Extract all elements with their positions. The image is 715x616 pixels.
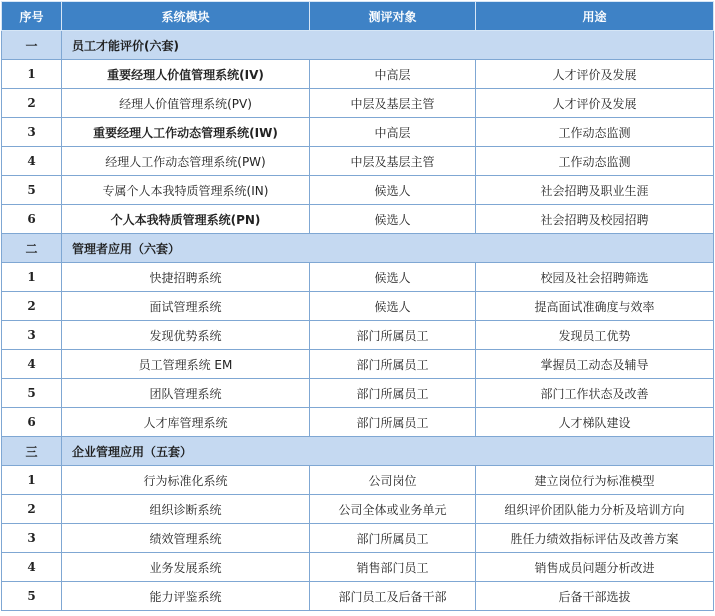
table-row [2, 292, 714, 321]
module-name: 专属个人本我特质管理系统(IN) [62, 176, 310, 205]
assessment-target: 部门员工及后备干部 [310, 582, 476, 611]
row-number: 1 [2, 263, 62, 292]
module-name: 发现优势系统 [62, 321, 310, 350]
row-number: 4 [2, 147, 62, 176]
row-number: 1 [2, 60, 62, 89]
usage: 组织评价团队能力分析及培训方向 [476, 495, 714, 524]
system-modules-table [1, 1, 714, 611]
section-index: 二 [2, 234, 62, 263]
assessment-target: 公司全体或业务单元 [310, 495, 476, 524]
assessment-target: 中高层 [310, 60, 476, 89]
usage: 掌握员工动态及辅导 [476, 350, 714, 379]
assessment-target: 部门所属员工 [310, 321, 476, 350]
assessment-target: 候选人 [310, 263, 476, 292]
table-row [2, 524, 714, 553]
section-title: 员工才能评价(六套) [62, 31, 714, 60]
usage: 工作动态监测 [476, 118, 714, 147]
row-number: 6 [2, 205, 62, 234]
assessment-target: 中层及基层主管 [310, 89, 476, 118]
row-number: 2 [2, 89, 62, 118]
section-index: 一 [2, 31, 62, 60]
module-name: 团队管理系统 [62, 379, 310, 408]
usage: 人才评价及发展 [476, 60, 714, 89]
assessment-target: 中层及基层主管 [310, 147, 476, 176]
usage: 提高面试准确度与效率 [476, 292, 714, 321]
module-name: 经理人工作动态管理系统(PW) [62, 147, 310, 176]
header-use: 用途 [476, 2, 714, 31]
row-number: 4 [2, 350, 62, 379]
table-row [2, 147, 714, 176]
assessment-target: 部门所属员工 [310, 408, 476, 437]
assessment-target: 候选人 [310, 176, 476, 205]
row-number: 5 [2, 379, 62, 408]
module-name: 人才库管理系统 [62, 408, 310, 437]
module-name: 能力评鉴系统 [62, 582, 310, 611]
row-number: 2 [2, 495, 62, 524]
assessment-target: 中高层 [310, 118, 476, 147]
table-row [2, 263, 714, 292]
assessment-target: 候选人 [310, 205, 476, 234]
table-row [2, 350, 714, 379]
table-row [2, 89, 714, 118]
usage: 社会招聘及校园招聘 [476, 205, 714, 234]
row-number: 3 [2, 118, 62, 147]
usage: 销售成员问题分析改进 [476, 553, 714, 582]
usage: 社会招聘及职业生涯 [476, 176, 714, 205]
header-no: 序号 [2, 2, 62, 31]
row-number: 5 [2, 582, 62, 611]
module-name: 绩效管理系统 [62, 524, 310, 553]
usage: 校园及社会招聘筛选 [476, 263, 714, 292]
table-row [2, 379, 714, 408]
module-name: 重要经理人价值管理系统(IV) [62, 60, 310, 89]
section-index: 三 [2, 437, 62, 466]
assessment-target: 销售部门员工 [310, 553, 476, 582]
header-module: 系统模块 [62, 2, 310, 31]
row-number: 3 [2, 321, 62, 350]
module-name: 员工管理系统 EM [62, 350, 310, 379]
row-number: 4 [2, 553, 62, 582]
usage: 发现员工优势 [476, 321, 714, 350]
section-title: 企业管理应用（五套） [62, 437, 714, 466]
row-number: 3 [2, 524, 62, 553]
table-row [2, 408, 714, 437]
row-number: 1 [2, 466, 62, 495]
module-name: 快捷招聘系统 [62, 263, 310, 292]
assessment-target: 部门所属员工 [310, 379, 476, 408]
table-row [2, 60, 714, 89]
section-header-row [2, 234, 714, 263]
usage: 胜任力绩效指标评估及改善方案 [476, 524, 714, 553]
usage: 工作动态监测 [476, 147, 714, 176]
section-title: 管理者应用（六套） [62, 234, 714, 263]
table-row [2, 321, 714, 350]
assessment-target: 公司岗位 [310, 466, 476, 495]
usage: 后备干部选拔 [476, 582, 714, 611]
module-name: 个人本我特质管理系统(PN) [62, 205, 310, 234]
header-target: 测评对象 [310, 2, 476, 31]
module-name: 行为标准化系统 [62, 466, 310, 495]
assessment-target: 部门所属员工 [310, 350, 476, 379]
row-number: 5 [2, 176, 62, 205]
assessment-target: 候选人 [310, 292, 476, 321]
table-row [2, 466, 714, 495]
module-name: 经理人价值管理系统(PV) [62, 89, 310, 118]
row-number: 2 [2, 292, 62, 321]
table-header-row [2, 2, 714, 31]
assessment-target: 部门所属员工 [310, 524, 476, 553]
table-row [2, 176, 714, 205]
table-row [2, 205, 714, 234]
usage: 人才梯队建设 [476, 408, 714, 437]
table-row [2, 118, 714, 147]
section-header-row [2, 31, 714, 60]
module-name: 重要经理人工作动态管理系统(IW) [62, 118, 310, 147]
table-row [2, 582, 714, 611]
usage: 部门工作状态及改善 [476, 379, 714, 408]
table-row [2, 495, 714, 524]
usage: 人才评价及发展 [476, 89, 714, 118]
module-name: 业务发展系统 [62, 553, 310, 582]
section-header-row [2, 437, 714, 466]
module-name: 组织诊断系统 [62, 495, 310, 524]
row-number: 6 [2, 408, 62, 437]
usage: 建立岗位行为标准模型 [476, 466, 714, 495]
table-row [2, 553, 714, 582]
module-name: 面试管理系统 [62, 292, 310, 321]
